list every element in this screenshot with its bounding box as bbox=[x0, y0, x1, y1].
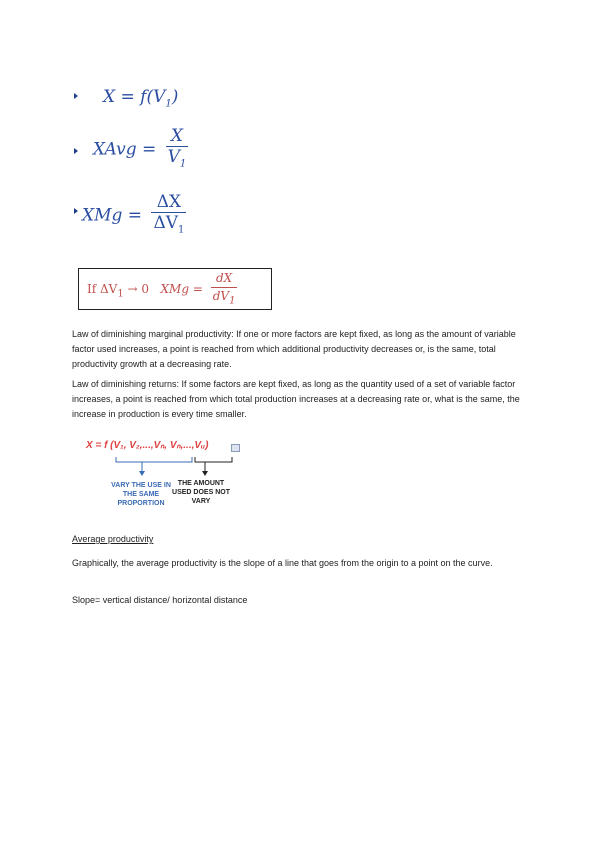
label-amount-fixed: THE AMOUNT USED DOES NOT VARY bbox=[172, 480, 230, 505]
law-diminishing-returns: Law of diminishing returns: If some factors are kept fixed, as long as the quantity used of a set of variable factor increases, a point is reached from which total production increases at a decreasing rate or, what is the same, the increase in production is every time smaller. bbox=[72, 379, 520, 419]
average-productivity-text: Graphically, the average productivity is the slope of a line that goes from the origin to a point on the curve. bbox=[72, 558, 493, 568]
label-vary-use: VARY THE USE IN THE SAME PROPORTION bbox=[111, 482, 171, 507]
slope-definition: Slope= vertical distance/ horizontal distance bbox=[72, 595, 248, 605]
diagram-formula: X = f (V₁, V₂,...,Vₙ, Vₙ,...,Vᵤ) bbox=[86, 440, 209, 451]
section-heading: Average productivity bbox=[72, 534, 154, 544]
production-function-diagram bbox=[72, 429, 250, 523]
equation-marginal-product: XMg = $\frac{\Delta X}{\Delta V_1}$ bbox=[82, 192, 185, 236]
equation-production-function: $X = f(V_1)$ bbox=[103, 87, 179, 110]
bullet-marker bbox=[74, 148, 78, 154]
bullet-marker bbox=[74, 208, 78, 214]
law-diminishing-marginal-productivity: Law of diminishing marginal productivity: If one or more factors are kept fixed, as long as the amount of variable factor used increases, a point is reached from which additional productivity decreases or, is the same, total productivity growth at a decreasing rate. bbox=[72, 329, 516, 369]
limit-formula: If $\Delta V_1 \to 0$ XMg = $\frac{dX}{dV_1}$ bbox=[87, 271, 236, 307]
formula-box bbox=[78, 268, 272, 310]
equation-average-product: XAvg = $\frac{X}{V_1}$ bbox=[93, 126, 187, 170]
brace-arrows bbox=[72, 429, 250, 523]
bullet-marker bbox=[74, 93, 78, 99]
diagram-handle-icon bbox=[231, 444, 240, 452]
